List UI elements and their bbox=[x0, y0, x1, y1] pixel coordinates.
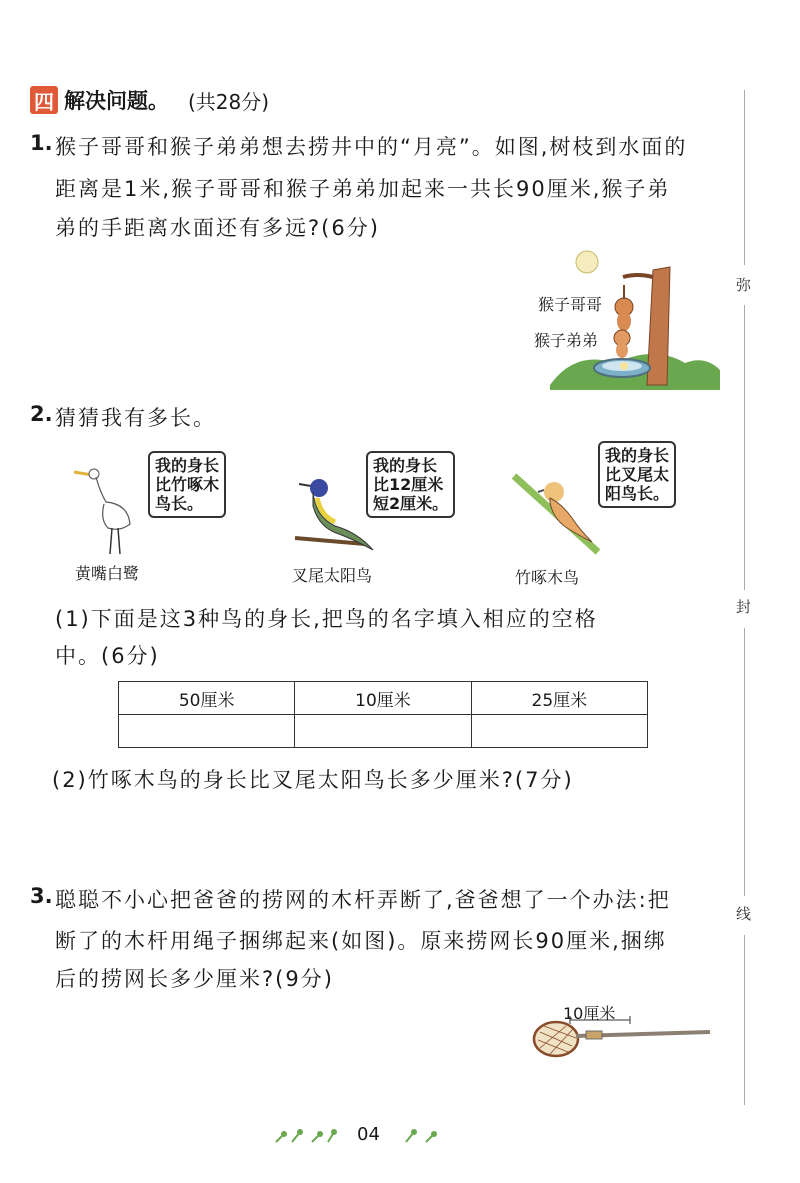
net-length-label: 10厘米 bbox=[563, 1004, 616, 1023]
q2-sub2: (2)竹啄木鸟的身长比叉尾太阳鸟长多少厘米?(7分) bbox=[52, 768, 574, 792]
woodpecker-speech-bubble: 我的身长 比叉尾太 阳鸟长。 bbox=[598, 441, 676, 508]
q2-sub1-line-2: 中。(6分) bbox=[55, 644, 160, 668]
q1-line-3: 弟的手距离水面还有多远?(6分) bbox=[55, 216, 380, 240]
woodpecker-name: 竹啄木鸟 bbox=[515, 568, 580, 587]
sprout-decoration-icon bbox=[272, 1126, 342, 1144]
q3-line-1: 聪聪不小心把爸爸的捞网的木杆弄断了,爸爸想了一个办法:把 bbox=[55, 888, 671, 912]
sunbird-name: 叉尾太阳鸟 bbox=[292, 566, 373, 585]
q3-line-2: 断了的木杆用绳子捆绑起来(如图)。原来捞网长90厘米,捆绑 bbox=[55, 929, 667, 953]
table-header-row bbox=[119, 682, 648, 715]
seal-line-top bbox=[744, 90, 745, 265]
section-title: 解决问题。 bbox=[64, 89, 169, 113]
q1-line-2: 距离是1米,猴子哥哥和猴子弟弟加起来一共长90厘米,猴子弟 bbox=[55, 177, 671, 201]
q2-sub1-line-1: (1)下面是这3种鸟的身长,把鸟的名字填入相应的空格 bbox=[55, 607, 598, 631]
section-badge: 四 bbox=[30, 86, 58, 114]
label-small-monkey: 猴子弟弟 bbox=[534, 331, 599, 350]
egret-speech-bubble: 我的身长 比竹啄木 鸟长。 bbox=[148, 451, 226, 518]
egret-name: 黄嘴白鹭 bbox=[75, 564, 140, 583]
seal-line-bottom bbox=[744, 935, 745, 1105]
q3-number: 3. bbox=[30, 884, 53, 908]
seal-char-3: 线 bbox=[736, 905, 752, 923]
egret-illustration bbox=[70, 462, 135, 557]
bird-length-table bbox=[118, 681, 648, 748]
sunbird-speech-bubble: 我的身长 比12厘米 短2厘米。 bbox=[366, 451, 455, 518]
fishing-net-illustration bbox=[530, 1014, 715, 1064]
seal-char-1: 弥 bbox=[736, 276, 752, 294]
seal-line-mid2 bbox=[744, 628, 745, 896]
answer-cell[interactable] bbox=[295, 715, 471, 748]
table-answer-row bbox=[119, 715, 648, 748]
q1-line-1: 猴子哥哥和猴子弟弟想去捞井中的“月亮”。如图,树枝到水面的 bbox=[55, 135, 688, 159]
label-big-monkey: 猴子哥哥 bbox=[538, 295, 603, 314]
section-score: (共28分) bbox=[188, 90, 270, 114]
q2-number: 2. bbox=[30, 402, 53, 426]
page-number: 04 bbox=[357, 1124, 380, 1145]
monkey-well-illustration bbox=[545, 245, 720, 390]
seal-line-mid1 bbox=[744, 305, 745, 590]
q3-line-3: 后的捞网长多少厘米?(9分) bbox=[55, 967, 334, 991]
q2-text: 猜猜我有多长。 bbox=[55, 406, 216, 430]
woodpecker-illustration bbox=[510, 470, 605, 555]
table-header-cell: 10厘米 bbox=[295, 682, 471, 715]
table-header-cell: 50厘米 bbox=[119, 682, 295, 715]
seal-char-2: 封 bbox=[736, 598, 752, 616]
q1-number: 1. bbox=[30, 131, 53, 155]
answer-cell[interactable] bbox=[119, 715, 295, 748]
answer-cell[interactable] bbox=[471, 715, 647, 748]
sprout-decoration-icon bbox=[402, 1126, 447, 1144]
table-header-cell: 25厘米 bbox=[471, 682, 647, 715]
